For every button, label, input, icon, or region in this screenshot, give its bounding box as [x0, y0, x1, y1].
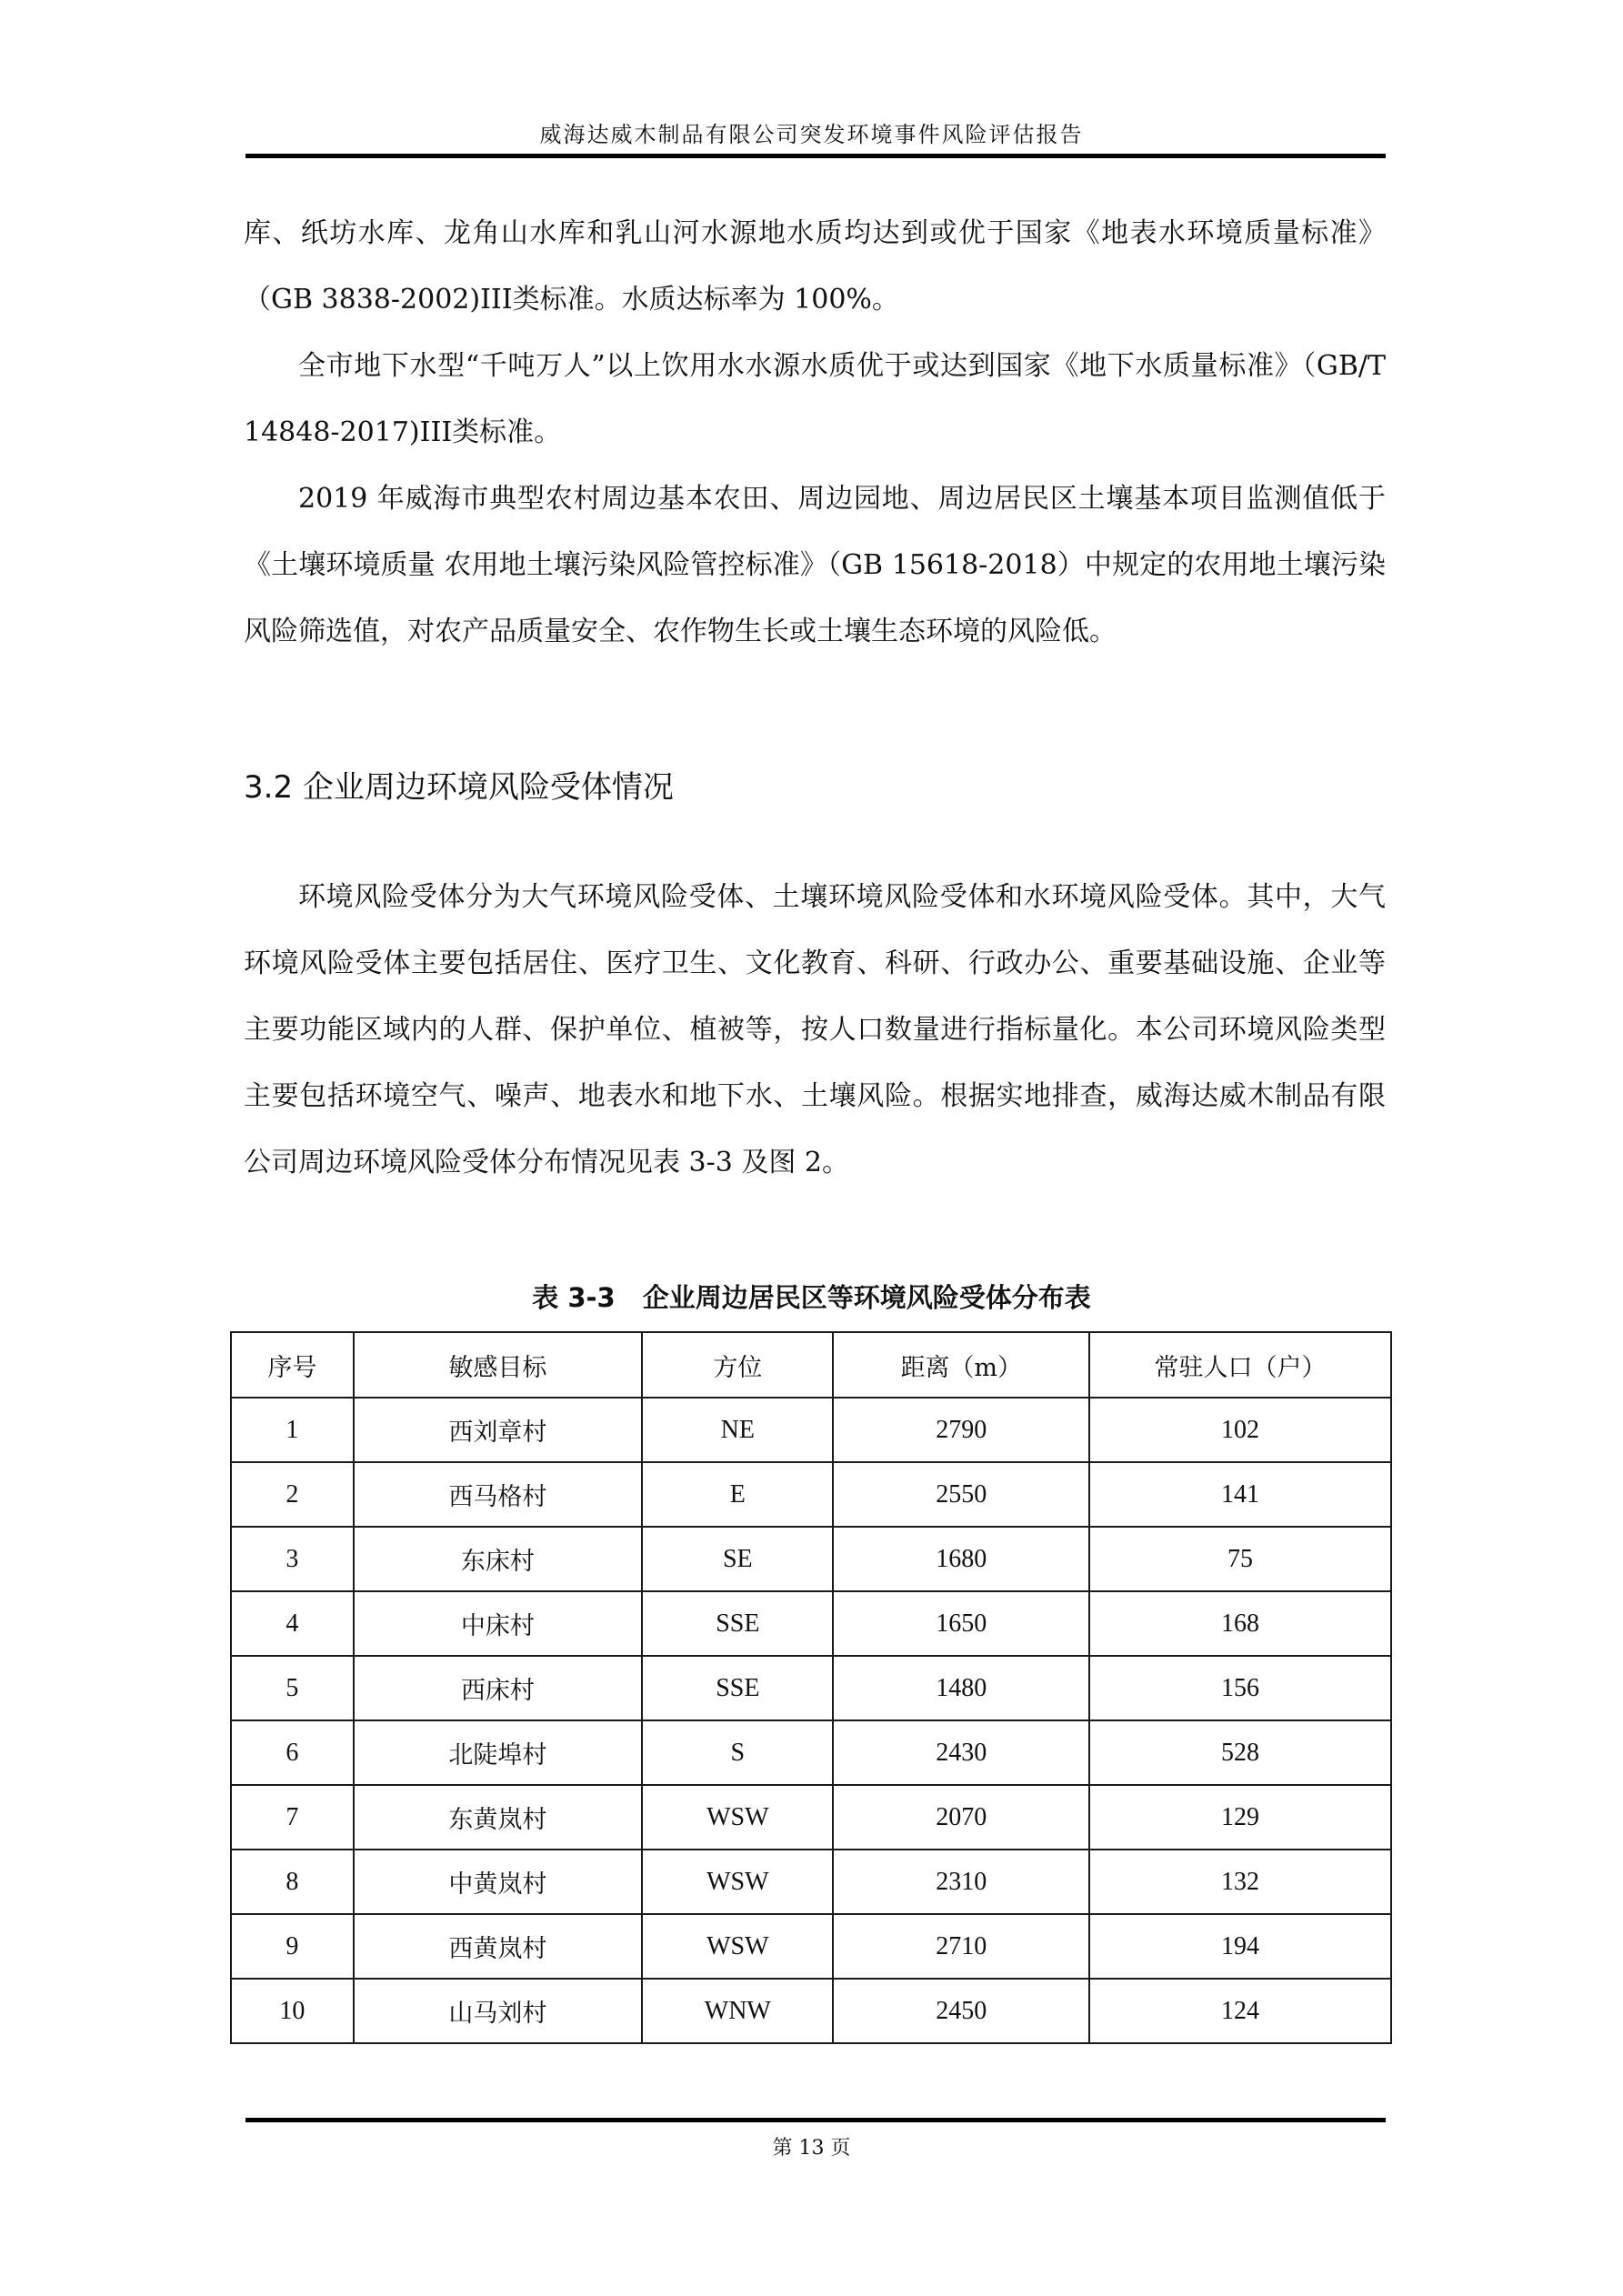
cell-direction: WSW [642, 1850, 833, 1914]
table-caption-number: 表 3-3 [532, 1282, 616, 1313]
cell-population: 132 [1089, 1850, 1391, 1914]
cell-index: 5 [231, 1656, 354, 1720]
cell-distance: 1650 [833, 1591, 1089, 1656]
paragraph-water-quality: 库、纸坊水库、龙角山水库和乳山河水源地水质均达到或优于国家《地表水环境质量标准》（GB 3838-2002)III类标准。水质达标率为 100%。 [244, 217, 1386, 316]
cell-direction: SE [642, 1527, 833, 1591]
cell-direction: S [642, 1720, 833, 1785]
cell-population: 528 [1089, 1720, 1391, 1785]
footer-rule [245, 2118, 1386, 2122]
cell-index: 8 [231, 1850, 354, 1914]
cell-population: 168 [1089, 1591, 1391, 1656]
cell-target: 西床村 [354, 1656, 642, 1720]
cell-population: 156 [1089, 1656, 1391, 1720]
cell-direction: SSE [642, 1656, 833, 1720]
cell-index: 7 [231, 1785, 354, 1850]
table-row [231, 1462, 1391, 1527]
cell-direction: E [642, 1462, 833, 1527]
table-row [231, 1979, 1391, 2043]
column-header-distance: 距离（m） [833, 1332, 1089, 1398]
cell-distance: 2790 [833, 1398, 1089, 1462]
cell-index: 6 [231, 1720, 354, 1785]
cell-distance: 2430 [833, 1720, 1089, 1785]
table-caption-title: 企业周边居民区等环境风险受体分布表 [642, 1282, 1091, 1313]
cell-index: 2 [231, 1462, 354, 1527]
cell-distance: 2550 [833, 1462, 1089, 1527]
table-row [231, 1785, 1391, 1850]
cell-target: 东黄岚村 [354, 1785, 642, 1850]
cell-target: 北陡埠村 [354, 1720, 642, 1785]
cell-direction: WSW [642, 1914, 833, 1979]
cell-distance: 2310 [833, 1850, 1089, 1914]
cell-population: 129 [1089, 1785, 1391, 1850]
table-row [231, 1398, 1391, 1462]
cell-target: 西黄岚村 [354, 1914, 642, 1979]
cell-index: 4 [231, 1591, 354, 1656]
cell-index: 1 [231, 1398, 354, 1462]
paragraph-soil: 2019 年威海市典型农村周边基本农田、周边园地、周边居民区土壤基本项目监测值低于《土壤环境质量 农用地土壤污染风险管控标准》（GB 15618-2018）中规定的农用地土壤污染风险筛选值，对农产品质量安全、农作物生长或土壤生态环境的风险低。 [244, 483, 1386, 647]
paragraph-groundwater: 全市地下水型“千吨万人”以上饮用水水源水质优于或达到国家《地下水质量标准》（GB/T 14848-2017)III类标准。 [244, 350, 1386, 448]
cell-distance: 2710 [833, 1914, 1089, 1979]
cell-population: 75 [1089, 1527, 1391, 1591]
cell-index: 3 [231, 1527, 354, 1591]
cell-index: 10 [231, 1979, 354, 2043]
cell-direction: WNW [642, 1979, 833, 2043]
column-header-direction: 方位 [642, 1332, 833, 1398]
cell-target: 东床村 [354, 1527, 642, 1591]
page-number: 第 13 页 [772, 2137, 851, 2160]
cell-target: 山马刘村 [354, 1979, 642, 2043]
paragraph-risk-receptors: 环境风险受体分为大气环境风险受体、土壤环境风险受体和水环境风险受体。其中，大气环境风险受体主要包括居住、医疗卫生、文化教育、科研、行政办公、重要基础设施、企业等主要功能区域内的人群、保护单位、植被等，按人口数量进行指标量化。本公司环境风险类型主要包括环境空气、噪声、地表水和地下水、土壤风险。根据实地排查，威海达威木制品有限公司周边环境风险受体分布情况见表 3-3 及图 2。 [244, 881, 1386, 1178]
table-row [231, 1527, 1391, 1591]
section-heading: 3.2 企业周边环境风险受体情况 [244, 769, 674, 806]
cell-index: 9 [231, 1914, 354, 1979]
cell-target: 西马格村 [354, 1462, 642, 1527]
cell-distance: 1680 [833, 1527, 1089, 1591]
table-row [231, 1850, 1391, 1914]
table-row [231, 1914, 1391, 1979]
table-row [231, 1591, 1391, 1656]
table-row [231, 1656, 1391, 1720]
cell-population: 124 [1089, 1979, 1391, 2043]
cell-distance: 2070 [833, 1785, 1089, 1850]
receptor-distribution-table [230, 1331, 1392, 2044]
header-rule [245, 154, 1386, 158]
cell-direction: WSW [642, 1785, 833, 1850]
column-header-index: 序号 [231, 1332, 354, 1398]
column-header-population: 常驻人口（户） [1089, 1332, 1391, 1398]
table-row [231, 1720, 1391, 1785]
cell-population: 141 [1089, 1462, 1391, 1527]
cell-target: 中黄岚村 [354, 1850, 642, 1914]
table-header-row [231, 1332, 1391, 1398]
cell-target: 西刘章村 [354, 1398, 642, 1462]
document-header-title: 威海达威木制品有限公司突发环境事件风险评估报告 [539, 122, 1084, 147]
cell-direction: NE [642, 1398, 833, 1462]
cell-distance: 1480 [833, 1656, 1089, 1720]
cell-target: 中床村 [354, 1591, 642, 1656]
column-header-target: 敏感目标 [354, 1332, 642, 1398]
cell-distance: 2450 [833, 1979, 1089, 2043]
cell-population: 194 [1089, 1914, 1391, 1979]
cell-population: 102 [1089, 1398, 1391, 1462]
table-caption [0, 1278, 1623, 1315]
cell-direction: SSE [642, 1591, 833, 1656]
